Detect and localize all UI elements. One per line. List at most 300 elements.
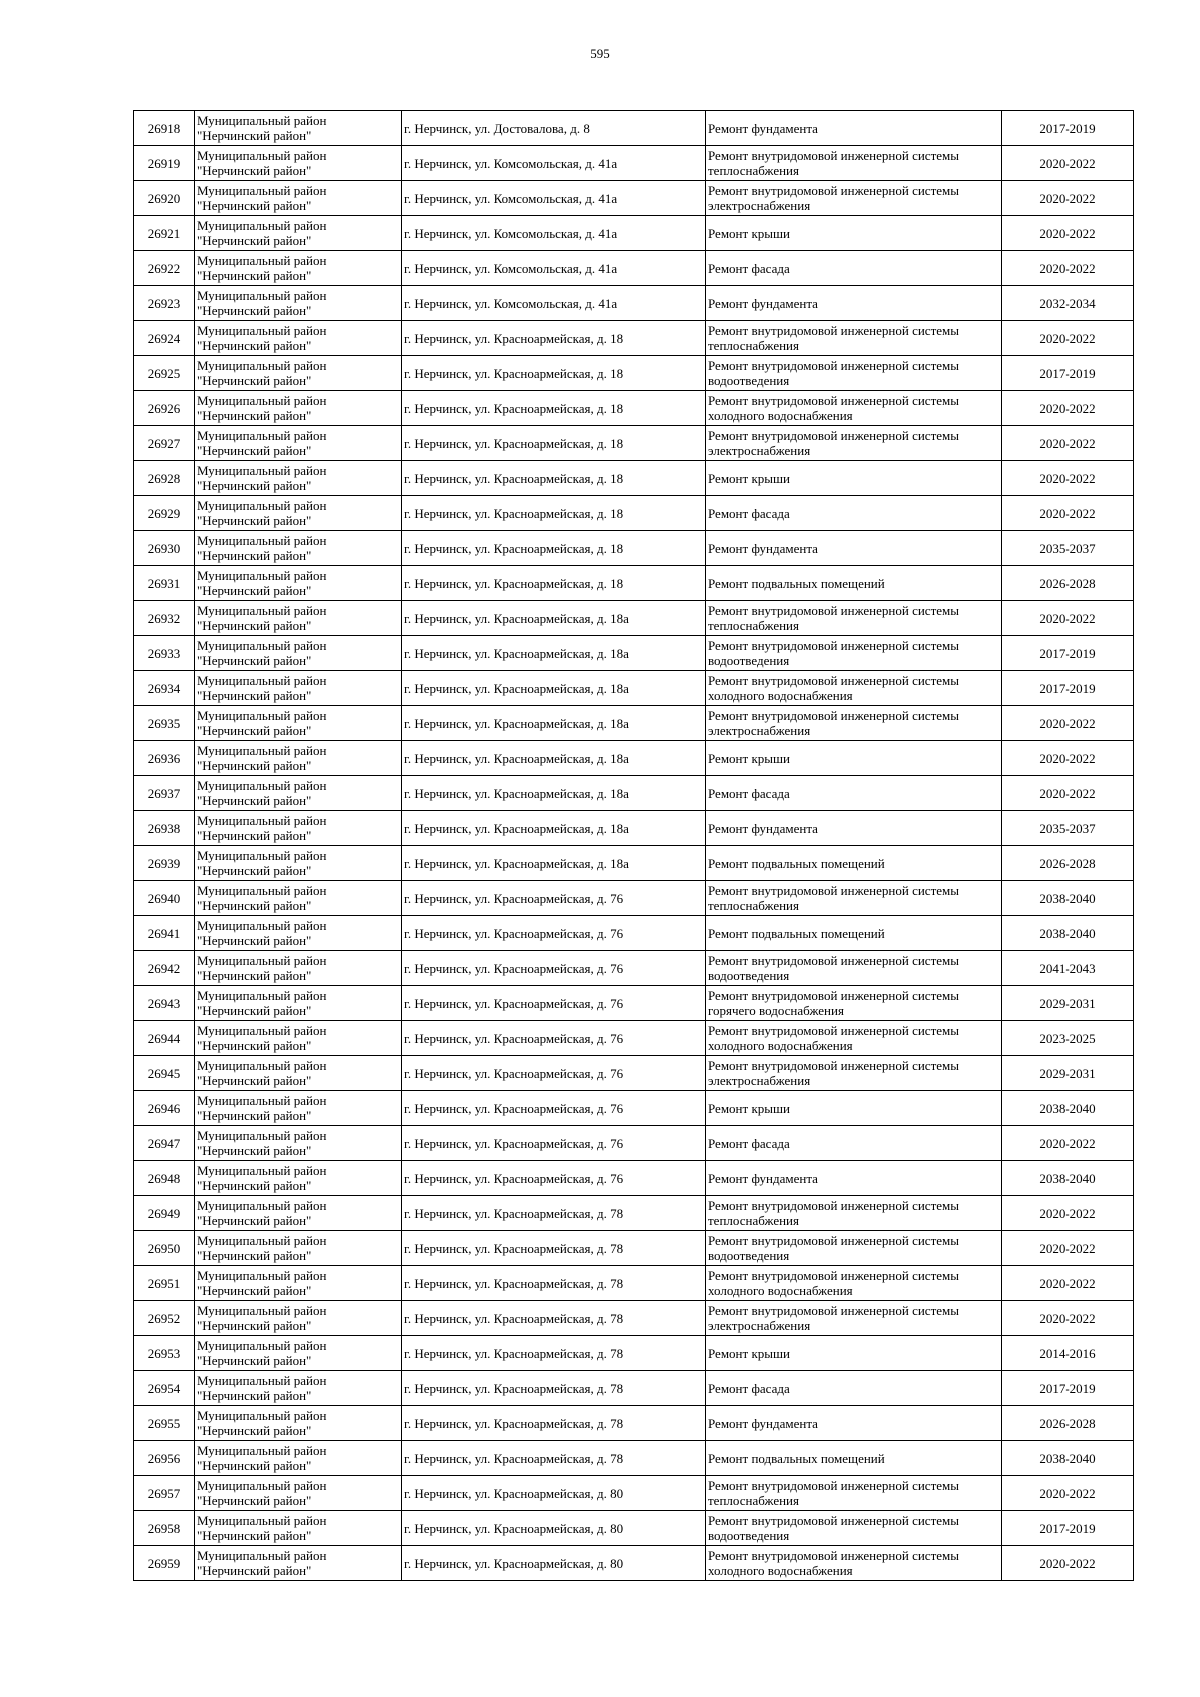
municipality-cell <box>195 1056 402 1091</box>
municipality-cell <box>195 1266 402 1301</box>
work-type-cell <box>706 1406 1002 1441</box>
municipality-line: "Нерчинский район" <box>197 1353 312 1368</box>
address-cell: г. Нерчинск, ул. Красноармейская, д. 18а <box>402 636 706 671</box>
table-row <box>134 741 1134 776</box>
work-type-cell <box>706 706 1002 741</box>
row-number-cell: 26934 <box>134 671 195 706</box>
work-type-line: Ремонт подвальных помещений <box>708 925 885 941</box>
municipality-line: "Нерчинский район" <box>197 268 312 283</box>
address-cell: г. Нерчинск, ул. Красноармейская, д. 78 <box>402 1406 706 1441</box>
address-cell: г. Нерчинск, ул. Красноармейская, д. 80 <box>402 1476 706 1511</box>
municipality-line: Муниципальный район <box>197 1268 327 1283</box>
municipality-line: "Нерчинский район" <box>197 1388 312 1403</box>
work-type-cell <box>706 601 1002 636</box>
work-type-cell <box>706 566 1002 601</box>
period-cell: 2017-2019 <box>1002 356 1134 391</box>
municipality-cell <box>195 216 402 251</box>
municipality-line: Муниципальный район <box>197 743 327 758</box>
work-type-line: Ремонт фундамента <box>708 295 818 311</box>
work-type-line: Ремонт внутридомовой инженерной системы <box>708 638 959 653</box>
municipality-line: "Нерчинский район" <box>197 1143 312 1158</box>
work-type-line: Ремонт внутридомовой инженерной системы <box>708 603 959 618</box>
work-type-line: Ремонт крыши <box>708 1100 790 1116</box>
address-cell: г. Нерчинск, ул. Красноармейская, д. 18а <box>402 811 706 846</box>
table-row <box>134 461 1134 496</box>
work-type-cell <box>706 776 1002 811</box>
address-cell: г. Нерчинск, ул. Красноармейская, д. 76 <box>402 1021 706 1056</box>
row-number-cell: 26941 <box>134 916 195 951</box>
work-type-line: Ремонт внутридомовой инженерной системы <box>708 1233 959 1248</box>
municipality-line: "Нерчинский район" <box>197 1108 312 1123</box>
municipality-line: "Нерчинский район" <box>197 1213 312 1228</box>
municipality-cell <box>195 951 402 986</box>
municipality-cell <box>195 1476 402 1511</box>
municipality-cell <box>195 111 402 146</box>
table-row <box>134 1406 1134 1441</box>
table-row <box>134 1231 1134 1266</box>
work-type-cell <box>706 1091 1002 1126</box>
work-type-line: водоотведения <box>708 373 790 388</box>
municipality-cell <box>195 1546 402 1581</box>
table-row <box>134 1301 1134 1336</box>
table-row <box>134 776 1134 811</box>
address-cell: г. Нерчинск, ул. Комсомольская, д. 41а <box>402 286 706 321</box>
municipality-line: "Нерчинский район" <box>197 373 312 388</box>
table-row <box>134 146 1134 181</box>
row-number-cell: 26954 <box>134 1371 195 1406</box>
work-type-cell <box>706 671 1002 706</box>
address-cell: г. Нерчинск, ул. Комсомольская, д. 41а <box>402 251 706 286</box>
address-cell: г. Нерчинск, ул. Красноармейская, д. 76 <box>402 881 706 916</box>
municipality-cell <box>195 461 402 496</box>
municipality-line: "Нерчинский район" <box>197 1458 312 1473</box>
row-number-cell: 26952 <box>134 1301 195 1336</box>
row-number-cell: 26940 <box>134 881 195 916</box>
row-number-cell: 26951 <box>134 1266 195 1301</box>
work-type-line: холодного водоснабжения <box>708 1283 853 1298</box>
municipality-line: "Нерчинский район" <box>197 898 312 913</box>
work-type-line: водоотведения <box>708 968 790 983</box>
address-cell: г. Нерчинск, ул. Комсомольская, д. 41а <box>402 146 706 181</box>
municipality-line: "Нерчинский район" <box>197 968 312 983</box>
row-number-cell: 26944 <box>134 1021 195 1056</box>
period-cell: 2038-2040 <box>1002 1161 1134 1196</box>
work-type-line: холодного водоснабжения <box>708 1038 853 1053</box>
work-type-line: Ремонт внутридомовой инженерной системы <box>708 673 959 688</box>
period-cell: 2035-2037 <box>1002 531 1134 566</box>
municipality-line: Муниципальный район <box>197 568 327 583</box>
work-type-line: Ремонт фасада <box>708 1135 790 1151</box>
address-cell: г. Нерчинск, ул. Красноармейская, д. 78 <box>402 1371 706 1406</box>
work-type-line: Ремонт подвальных помещений <box>708 575 885 591</box>
work-type-cell <box>706 916 1002 951</box>
row-number-cell: 26956 <box>134 1441 195 1476</box>
municipality-cell <box>195 146 402 181</box>
table-row <box>134 216 1134 251</box>
municipality-cell <box>195 566 402 601</box>
work-type-line: Ремонт фундамента <box>708 120 818 136</box>
municipality-cell <box>195 1441 402 1476</box>
municipality-line: "Нерчинский район" <box>197 1283 312 1298</box>
address-cell: г. Нерчинск, ул. Красноармейская, д. 18а <box>402 846 706 881</box>
municipality-line: Муниципальный район <box>197 148 327 163</box>
work-type-cell <box>706 426 1002 461</box>
work-type-cell <box>706 251 1002 286</box>
work-type-cell <box>706 356 1002 391</box>
municipality-cell <box>195 1336 402 1371</box>
row-number-cell: 26924 <box>134 321 195 356</box>
period-cell: 2017-2019 <box>1002 1371 1134 1406</box>
work-type-line: теплоснабжения <box>708 1493 799 1508</box>
work-type-cell <box>706 286 1002 321</box>
work-type-line: электроснабжения <box>708 1073 811 1088</box>
municipality-line: Муниципальный район <box>197 1198 327 1213</box>
municipality-line: "Нерчинский район" <box>197 653 312 668</box>
period-cell: 2017-2019 <box>1002 671 1134 706</box>
municipality-line: Муниципальный район <box>197 1233 327 1248</box>
work-type-cell <box>706 1161 1002 1196</box>
period-cell: 2020-2022 <box>1002 1301 1134 1336</box>
work-type-cell <box>706 741 1002 776</box>
work-type-line: холодного водоснабжения <box>708 688 853 703</box>
municipality-line: Муниципальный район <box>197 1408 327 1423</box>
table-row <box>134 1476 1134 1511</box>
row-number-cell: 26948 <box>134 1161 195 1196</box>
period-cell: 2026-2028 <box>1002 1406 1134 1441</box>
municipality-line: Муниципальный район <box>197 1163 327 1178</box>
municipality-line: Муниципальный район <box>197 253 327 268</box>
row-number-cell: 26933 <box>134 636 195 671</box>
work-type-line: Ремонт фасада <box>708 260 790 276</box>
row-number-cell: 26945 <box>134 1056 195 1091</box>
municipality-line: "Нерчинский район" <box>197 408 312 423</box>
row-number-cell: 26942 <box>134 951 195 986</box>
municipality-cell <box>195 251 402 286</box>
municipality-line: "Нерчинский район" <box>197 1493 312 1508</box>
row-number-cell: 26958 <box>134 1511 195 1546</box>
period-cell: 2032-2034 <box>1002 286 1134 321</box>
work-type-line: водоотведения <box>708 653 790 668</box>
municipality-line: Муниципальный район <box>197 883 327 898</box>
municipality-cell <box>195 1371 402 1406</box>
period-cell: 2017-2019 <box>1002 111 1134 146</box>
work-type-cell <box>706 1371 1002 1406</box>
work-type-line: Ремонт внутридомовой инженерной системы <box>708 358 959 373</box>
table-row <box>134 846 1134 881</box>
municipality-cell <box>195 1406 402 1441</box>
municipality-line: Муниципальный район <box>197 953 327 968</box>
work-type-line: электроснабжения <box>708 198 811 213</box>
municipality-line: Муниципальный район <box>197 218 327 233</box>
municipality-cell <box>195 286 402 321</box>
address-cell: г. Нерчинск, ул. Красноармейская, д. 78 <box>402 1266 706 1301</box>
table-row <box>134 916 1134 951</box>
period-cell: 2029-2031 <box>1002 986 1134 1021</box>
work-type-line: Ремонт крыши <box>708 1345 790 1361</box>
work-type-line: Ремонт внутридомовой инженерной системы <box>708 883 959 898</box>
municipality-cell <box>195 1301 402 1336</box>
work-type-line: водоотведения <box>708 1248 790 1263</box>
work-type-line: Ремонт внутридомовой инженерной системы <box>708 428 959 443</box>
municipality-line: Муниципальный район <box>197 1373 327 1388</box>
work-type-line: Ремонт крыши <box>708 225 790 241</box>
table-row <box>134 111 1134 146</box>
row-number-cell: 26930 <box>134 531 195 566</box>
municipality-line: Муниципальный район <box>197 463 327 478</box>
work-type-line: Ремонт фундамента <box>708 1170 818 1186</box>
municipality-line: Муниципальный район <box>197 813 327 828</box>
work-type-line: Ремонт внутридомовой инженерной системы <box>708 708 959 723</box>
work-type-line: Ремонт внутридомовой инженерной системы <box>708 1478 959 1493</box>
work-type-cell <box>706 1126 1002 1161</box>
municipality-line: Муниципальный район <box>197 428 327 443</box>
municipality-line: Муниципальный район <box>197 673 327 688</box>
municipality-line: "Нерчинский район" <box>197 688 312 703</box>
address-cell: г. Нерчинск, ул. Красноармейская, д. 18а <box>402 671 706 706</box>
work-type-line: Ремонт внутридомовой инженерной системы <box>708 148 959 163</box>
municipality-line: Муниципальный район <box>197 848 327 863</box>
work-type-line: Ремонт фасада <box>708 1380 790 1396</box>
municipality-line: Муниципальный район <box>197 1548 327 1563</box>
row-number-cell: 26920 <box>134 181 195 216</box>
address-cell: г. Нерчинск, ул. Красноармейская, д. 18 <box>402 356 706 391</box>
municipality-cell <box>195 811 402 846</box>
municipality-line: "Нерчинский район" <box>197 198 312 213</box>
row-number-cell: 26946 <box>134 1091 195 1126</box>
table-body <box>134 111 1134 1581</box>
address-cell: г. Нерчинск, ул. Красноармейская, д. 76 <box>402 1126 706 1161</box>
row-number-cell: 26921 <box>134 216 195 251</box>
work-type-line: Ремонт фасада <box>708 785 790 801</box>
repair-schedule-table <box>133 110 1134 1581</box>
address-cell: г. Нерчинск, ул. Красноармейская, д. 80 <box>402 1511 706 1546</box>
period-cell: 2041-2043 <box>1002 951 1134 986</box>
work-type-cell <box>706 461 1002 496</box>
work-type-line: Ремонт внутридомовой инженерной системы <box>708 183 959 198</box>
work-type-cell <box>706 181 1002 216</box>
address-cell: г. Нерчинск, ул. Красноармейская, д. 78 <box>402 1196 706 1231</box>
work-type-cell <box>706 846 1002 881</box>
period-cell: 2020-2022 <box>1002 601 1134 636</box>
municipality-line: "Нерчинский район" <box>197 513 312 528</box>
period-cell: 2020-2022 <box>1002 776 1134 811</box>
work-type-line: Ремонт внутридомовой инженерной системы <box>708 988 959 1003</box>
work-type-cell <box>706 1441 1002 1476</box>
address-cell: г. Нерчинск, ул. Красноармейская, д. 80 <box>402 1546 706 1581</box>
municipality-line: "Нерчинский район" <box>197 303 312 318</box>
work-type-line: электроснабжения <box>708 1318 811 1333</box>
municipality-line: "Нерчинский район" <box>197 1038 312 1053</box>
work-type-line: Ремонт крыши <box>708 470 790 486</box>
period-cell: 2029-2031 <box>1002 1056 1134 1091</box>
period-cell: 2038-2040 <box>1002 916 1134 951</box>
municipality-line: Муниципальный район <box>197 1478 327 1493</box>
work-type-line: Ремонт подвальных помещений <box>708 855 885 871</box>
municipality-line: "Нерчинский район" <box>197 863 312 878</box>
municipality-cell <box>195 1126 402 1161</box>
table-row <box>134 321 1134 356</box>
work-type-line: Ремонт внутридомовой инженерной системы <box>708 323 959 338</box>
work-type-cell <box>706 1511 1002 1546</box>
municipality-line: Муниципальный район <box>197 1303 327 1318</box>
address-cell: г. Нерчинск, ул. Красноармейская, д. 78 <box>402 1336 706 1371</box>
period-cell: 2035-2037 <box>1002 811 1134 846</box>
address-cell: г. Нерчинск, ул. Достовалова, д. 8 <box>402 111 706 146</box>
municipality-line: "Нерчинский район" <box>197 583 312 598</box>
address-cell: г. Нерчинск, ул. Красноармейская, д. 18 <box>402 321 706 356</box>
municipality-line: Муниципальный район <box>197 393 327 408</box>
municipality-line: Муниципальный район <box>197 1128 327 1143</box>
table-row <box>134 1336 1134 1371</box>
municipality-line: "Нерчинский район" <box>197 618 312 633</box>
row-number-cell: 26932 <box>134 601 195 636</box>
work-type-cell <box>706 881 1002 916</box>
period-cell: 2038-2040 <box>1002 881 1134 916</box>
municipality-cell <box>195 391 402 426</box>
work-type-line: Ремонт внутридомовой инженерной системы <box>708 953 959 968</box>
table-row <box>134 1126 1134 1161</box>
period-cell: 2026-2028 <box>1002 566 1134 601</box>
table-row <box>134 1546 1134 1581</box>
table-row <box>134 496 1134 531</box>
municipality-cell <box>195 356 402 391</box>
row-number-cell: 26929 <box>134 496 195 531</box>
municipality-cell <box>195 1196 402 1231</box>
work-type-cell <box>706 496 1002 531</box>
row-number-cell: 26937 <box>134 776 195 811</box>
work-type-cell <box>706 321 1002 356</box>
period-cell: 2020-2022 <box>1002 1196 1134 1231</box>
work-type-cell <box>706 146 1002 181</box>
page-number: 595 <box>590 46 610 61</box>
work-type-cell <box>706 1476 1002 1511</box>
municipality-cell <box>195 321 402 356</box>
work-type-line: Ремонт фундамента <box>708 1415 818 1431</box>
work-type-line: Ремонт внутридомовой инженерной системы <box>708 1268 959 1283</box>
period-cell: 2020-2022 <box>1002 146 1134 181</box>
municipality-cell <box>195 1511 402 1546</box>
municipality-line: "Нерчинский район" <box>197 1178 312 1193</box>
work-type-cell <box>706 1231 1002 1266</box>
period-cell: 2020-2022 <box>1002 1476 1134 1511</box>
work-type-line: Ремонт подвальных помещений <box>708 1450 885 1466</box>
row-number-cell: 26939 <box>134 846 195 881</box>
municipality-cell <box>195 496 402 531</box>
period-cell: 2020-2022 <box>1002 391 1134 426</box>
period-cell: 2020-2022 <box>1002 251 1134 286</box>
municipality-line: "Нерчинский район" <box>197 1423 312 1438</box>
work-type-cell <box>706 1056 1002 1091</box>
municipality-line: "Нерчинский район" <box>197 793 312 808</box>
municipality-line: "Нерчинский район" <box>197 1528 312 1543</box>
period-cell: 2020-2022 <box>1002 461 1134 496</box>
table-row <box>134 1161 1134 1196</box>
municipality-cell <box>195 1091 402 1126</box>
municipality-line: Муниципальный район <box>197 638 327 653</box>
row-number-cell: 26919 <box>134 146 195 181</box>
municipality-line: "Нерчинский район" <box>197 128 312 143</box>
work-type-line: теплоснабжения <box>708 163 799 178</box>
municipality-cell <box>195 181 402 216</box>
municipality-line: "Нерчинский район" <box>197 1003 312 1018</box>
work-type-cell <box>706 1301 1002 1336</box>
municipality-line: Муниципальный район <box>197 113 327 128</box>
row-number-cell: 26949 <box>134 1196 195 1231</box>
period-cell: 2020-2022 <box>1002 1266 1134 1301</box>
table-row <box>134 426 1134 461</box>
municipality-line: "Нерчинский район" <box>197 1318 312 1333</box>
work-type-cell <box>706 636 1002 671</box>
municipality-cell <box>195 881 402 916</box>
address-cell: г. Нерчинск, ул. Красноармейская, д. 76 <box>402 986 706 1021</box>
address-cell: г. Нерчинск, ул. Красноармейская, д. 18 <box>402 566 706 601</box>
table-row <box>134 1511 1134 1546</box>
address-cell: г. Нерчинск, ул. Красноармейская, д. 76 <box>402 916 706 951</box>
table-row <box>134 706 1134 741</box>
address-cell: г. Нерчинск, ул. Красноармейская, д. 76 <box>402 1161 706 1196</box>
municipality-line: "Нерчинский район" <box>197 1563 312 1578</box>
table-row <box>134 251 1134 286</box>
work-type-line: Ремонт фундамента <box>708 820 818 836</box>
row-number-cell: 26936 <box>134 741 195 776</box>
municipality-line: "Нерчинский район" <box>197 478 312 493</box>
table-row <box>134 601 1134 636</box>
work-type-line: водоотведения <box>708 1528 790 1543</box>
period-cell: 2020-2022 <box>1002 496 1134 531</box>
address-cell: г. Нерчинск, ул. Красноармейская, д. 18 <box>402 496 706 531</box>
work-type-cell <box>706 1266 1002 1301</box>
work-type-line: холодного водоснабжения <box>708 408 853 423</box>
work-type-line: электроснабжения <box>708 723 811 738</box>
work-type-cell <box>706 811 1002 846</box>
address-cell: г. Нерчинск, ул. Комсомольская, д. 41а <box>402 181 706 216</box>
municipality-line: Муниципальный район <box>197 1093 327 1108</box>
work-type-line: теплоснабжения <box>708 1213 799 1228</box>
period-cell: 2020-2022 <box>1002 216 1134 251</box>
municipality-line: "Нерчинский район" <box>197 163 312 178</box>
municipality-line: Муниципальный район <box>197 1058 327 1073</box>
table-row <box>134 531 1134 566</box>
table-row <box>134 1021 1134 1056</box>
municipality-cell <box>195 601 402 636</box>
row-number-cell: 26926 <box>134 391 195 426</box>
work-type-line: теплоснабжения <box>708 338 799 353</box>
table-row <box>134 1056 1134 1091</box>
work-type-cell <box>706 531 1002 566</box>
row-number-cell: 26947 <box>134 1126 195 1161</box>
municipality-cell <box>195 1021 402 1056</box>
table-row <box>134 671 1134 706</box>
municipality-cell <box>195 986 402 1021</box>
address-cell: г. Нерчинск, ул. Красноармейская, д. 78 <box>402 1441 706 1476</box>
municipality-line: Муниципальный район <box>197 323 327 338</box>
work-type-cell <box>706 1021 1002 1056</box>
municipality-cell <box>195 671 402 706</box>
municipality-line: "Нерчинский район" <box>197 723 312 738</box>
municipality-line: "Нерчинский район" <box>197 443 312 458</box>
table-row <box>134 391 1134 426</box>
table-row <box>134 1371 1134 1406</box>
row-number-cell: 26943 <box>134 986 195 1021</box>
table-row <box>134 566 1134 601</box>
municipality-line: "Нерчинский район" <box>197 1248 312 1263</box>
period-cell: 2017-2019 <box>1002 1511 1134 1546</box>
work-type-line: Ремонт внутридомовой инженерной системы <box>708 1303 959 1318</box>
table-row <box>134 1441 1134 1476</box>
work-type-cell <box>706 951 1002 986</box>
municipality-line: Муниципальный район <box>197 498 327 513</box>
municipality-cell <box>195 706 402 741</box>
